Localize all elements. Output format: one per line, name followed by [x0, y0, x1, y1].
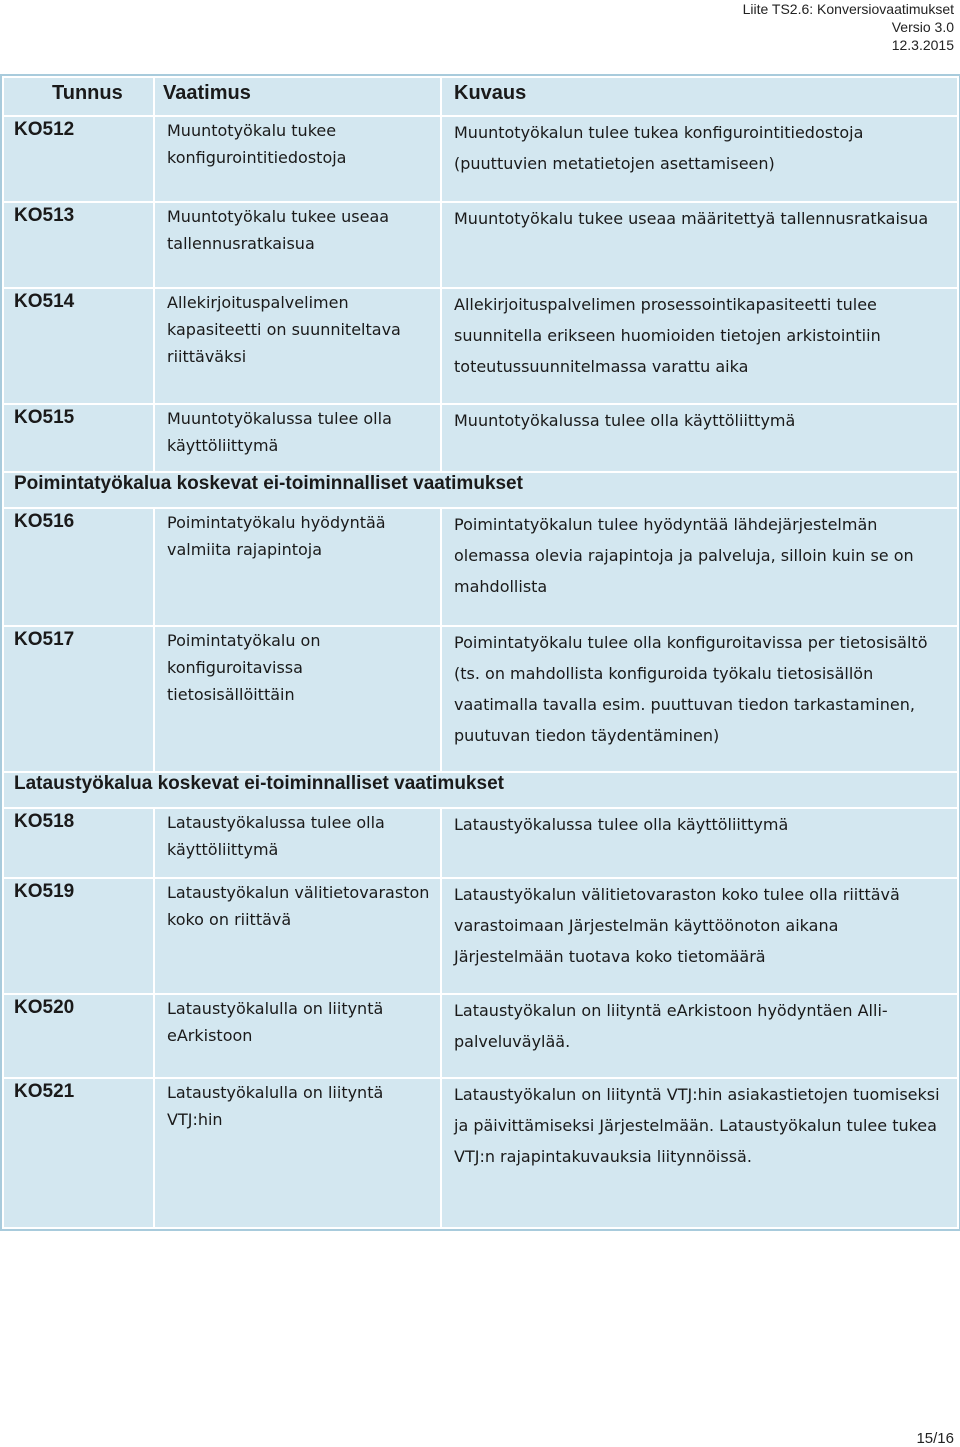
- table-row: [3, 508, 958, 626]
- table-row: [3, 994, 958, 1078]
- table-row: [3, 116, 958, 202]
- requirement-description: Poimintatyökalu tulee olla konfiguroitavissa per tietosisältö (ts. on mahdollista konfiguroida työkalu tietosisällön vaatimalla tavalla esim. puuttuvan tiedon tarkastaminen, puutuvan tiedon täydentäminen): [441, 626, 958, 772]
- requirement-id: KO521: [3, 1078, 154, 1228]
- requirement-title: Allekirjoituspalvelimen kapasiteetti on suunniteltava riittäväksi: [154, 288, 441, 404]
- column-header-vaatimus: Vaatimus: [154, 77, 441, 116]
- requirement-id: KO517: [3, 626, 154, 772]
- section-heading: Lataustyökalua koskevat ei-toiminnalliset vaatimukset: [3, 772, 958, 808]
- requirement-description: Muuntotyökalussa tulee olla käyttöliittymä: [441, 404, 958, 472]
- table-row: [3, 626, 958, 772]
- column-header-tunnus: Tunnus: [3, 77, 154, 116]
- table-row: [3, 808, 958, 878]
- column-header-kuvaus: Kuvaus: [441, 77, 958, 116]
- requirement-description: Lataustyökalun on liityntä VTJ:hin asiakastietojen tuomiseksi ja päivittämiseksi Järjestelmään. Lataustyökalun tulee tukea VTJ:n rajapintakuvauksia liitynnöissä.: [441, 1078, 958, 1228]
- requirement-id: KO518: [3, 808, 154, 878]
- requirement-id: KO515: [3, 404, 154, 472]
- requirement-description: Lataustyökalun on liityntä eArkistoon hyödyntäen Alli-palveluväylää.: [441, 994, 958, 1078]
- section-row: [3, 772, 958, 808]
- page-number: 15/16: [916, 1430, 954, 1447]
- table-header-row: [3, 77, 958, 116]
- requirement-description: Muuntotyökalun tulee tukea konfigurointitiedostoja (puuttuvien metatietojen asettamiseen): [441, 116, 958, 202]
- section-row: [3, 472, 958, 508]
- table-row: [3, 878, 958, 994]
- requirement-title: Muuntotyökalussa tulee olla käyttöliittymä: [154, 404, 441, 472]
- requirement-id: KO516: [3, 508, 154, 626]
- requirement-description: Lataustyökalun välitietovaraston koko tulee olla riittävä varastoimaan Järjestelmän käyttöönoton aikana Järjestelmään tuotava koko tietomäärä: [441, 878, 958, 994]
- requirements-table: [2, 76, 959, 1229]
- requirement-id: KO519: [3, 878, 154, 994]
- requirement-title: Poimintatyökalu hyödyntää valmiita rajapintoja: [154, 508, 441, 626]
- document-title: Liite TS2.6: Konversiovaatimukset: [742, 1, 954, 17]
- requirement-description: Lataustyökalussa tulee olla käyttöliittymä: [441, 808, 958, 878]
- requirement-title: Lataustyökalulla on liityntä eArkistoon: [154, 994, 441, 1078]
- table-row: [3, 404, 958, 472]
- document-date: 12.3.2015: [891, 37, 954, 53]
- requirement-title: Lataustyökalulla on liityntä VTJ:hin: [154, 1078, 441, 1228]
- section-heading: Poimintatyökalua koskevat ei-toiminnalliset vaatimukset: [3, 472, 958, 508]
- requirement-id: KO513: [3, 202, 154, 288]
- requirement-title: Poimintatyökalu on konfiguroitavissa tietosisällöittäin: [154, 626, 441, 772]
- requirement-id: KO514: [3, 288, 154, 404]
- requirement-title: Muuntotyökalu tukee konfigurointitiedostoja: [154, 116, 441, 202]
- requirement-title: Lataustyökalussa tulee olla käyttöliittymä: [154, 808, 441, 878]
- requirement-description: Poimintatyökalun tulee hyödyntää lähdejärjestelmän olemassa olevia rajapintoja ja palveluja, silloin kuin se on mahdollista: [441, 508, 958, 626]
- requirement-title: Lataustyökalun välitietovaraston koko on riittävä: [154, 878, 441, 994]
- requirement-id: KO512: [3, 116, 154, 202]
- requirement-id: KO520: [3, 994, 154, 1078]
- table-row: [3, 288, 958, 404]
- requirement-description: Allekirjoituspalvelimen prosessointikapasiteetti tulee suunnitella erikseen huomioiden tietojen arkistointiin toteutussuunnitelmassa varattu aika: [441, 288, 958, 404]
- requirement-description: Muuntotyökalu tukee useaa määritettyä tallennusratkaisua: [441, 202, 958, 288]
- table-row: [3, 1078, 958, 1228]
- requirement-title: Muuntotyökalu tukee useaa tallennusratkaisua: [154, 202, 441, 288]
- document-version: Versio 3.0: [891, 19, 954, 35]
- table-row: [3, 202, 958, 288]
- document-header: [743, 0, 954, 54]
